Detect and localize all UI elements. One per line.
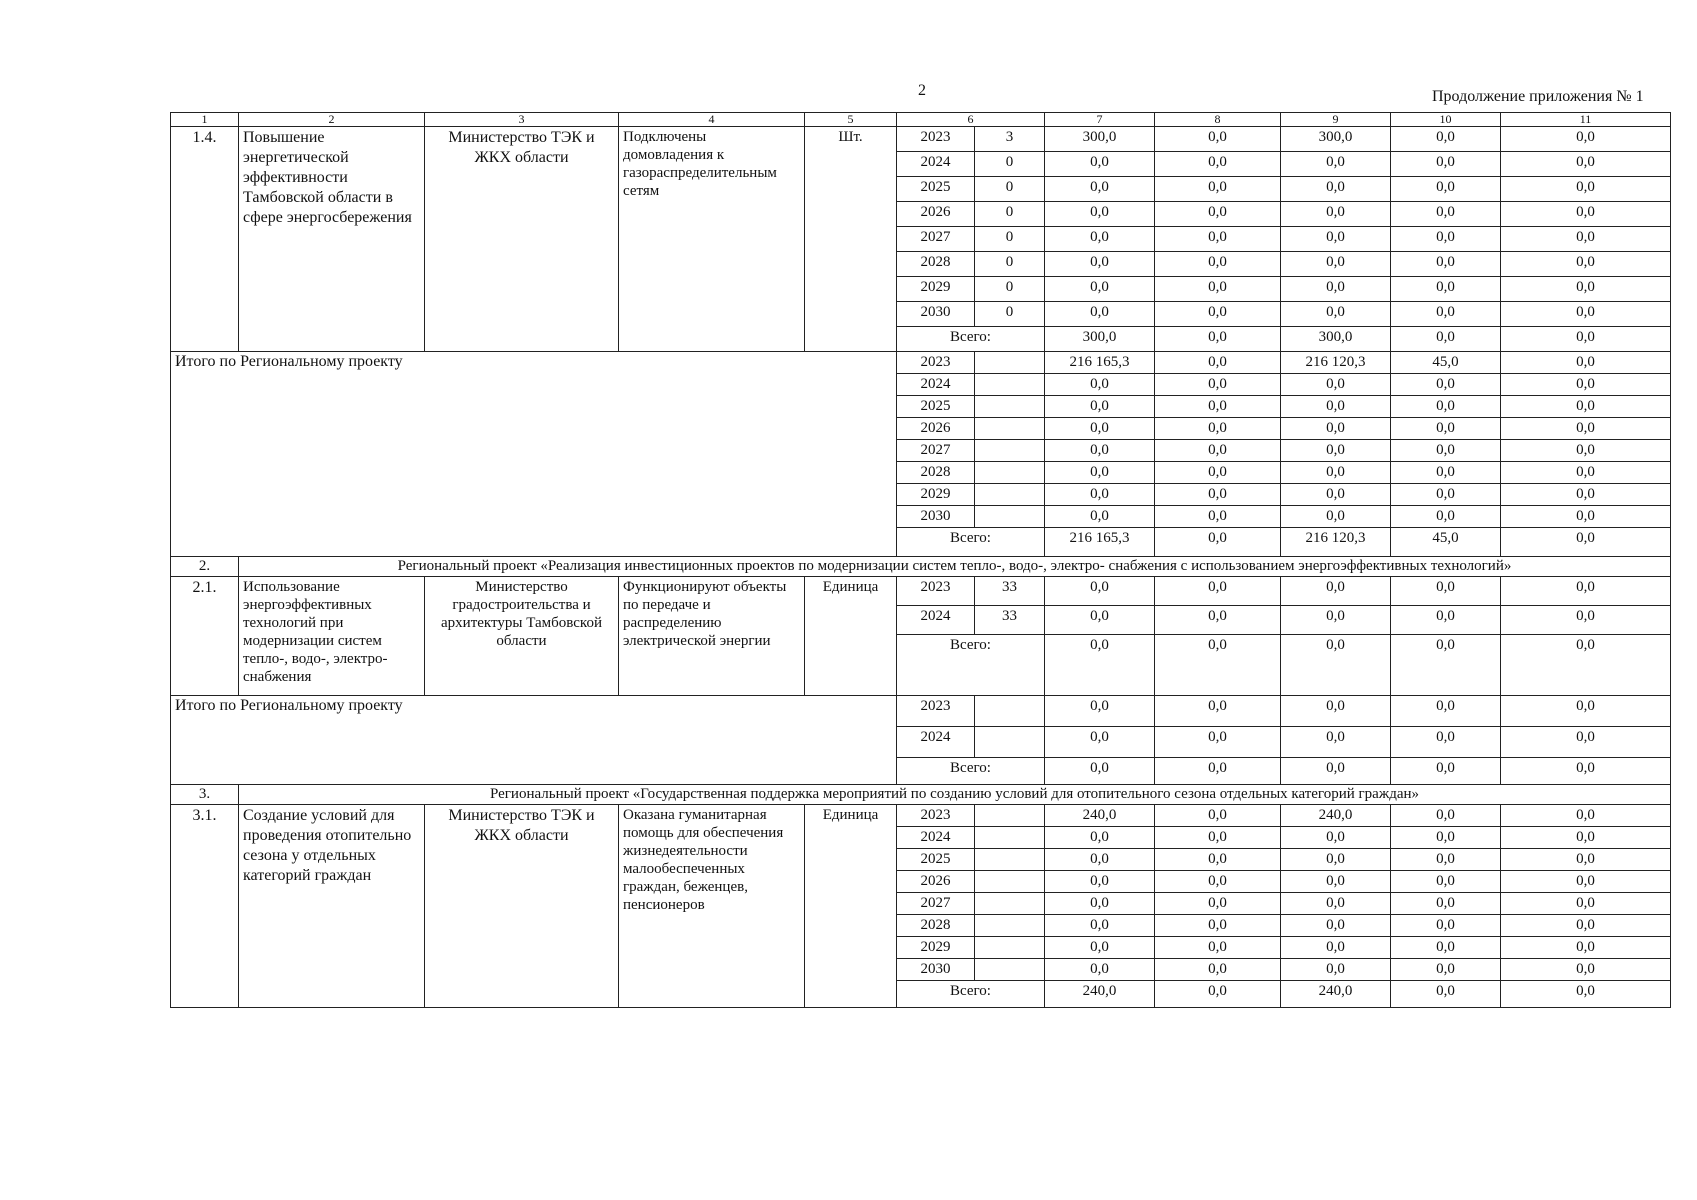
value-cell: 0,0 [1281, 152, 1391, 177]
section-title: Региональный проект «Реализация инвестиционных проектов по модернизации систем тепло-, водо-, электро- снабжения с использованием энергоэффективных технологий» [239, 557, 1671, 577]
section-row [171, 557, 1671, 577]
value-cell: 0,0 [1045, 418, 1155, 440]
value-cell: 0,0 [1281, 871, 1391, 893]
total-label: Всего: [897, 758, 1045, 785]
year-cell: 2026 [897, 871, 975, 893]
year-cell: 2023 [897, 805, 975, 827]
year-cell: 2028 [897, 915, 975, 937]
value-cell: 0,0 [1391, 396, 1501, 418]
value-cell: 0,0 [1155, 277, 1281, 302]
itogo-label: Итого по Региональному проекту [171, 352, 897, 557]
total-value: 0,0 [1501, 635, 1671, 696]
indicator-cell: 33 [975, 577, 1045, 606]
value-cell: 0,0 [1501, 352, 1671, 374]
indicator-cell [975, 915, 1045, 937]
value-cell: 0,0 [1155, 805, 1281, 827]
value-cell: 0,0 [1391, 577, 1501, 606]
value-cell: 0,0 [1045, 177, 1155, 202]
itogo-label: Итого по Региональному проекту [171, 696, 897, 785]
value-cell: 0,0 [1391, 418, 1501, 440]
total-value: 0,0 [1155, 981, 1281, 1008]
year-cell: 2028 [897, 252, 975, 277]
total-value: 240,0 [1281, 981, 1391, 1008]
value-cell: 0,0 [1155, 577, 1281, 606]
total-value: 0,0 [1501, 528, 1671, 557]
value-cell: 0,0 [1155, 506, 1281, 528]
value-cell: 0,0 [1281, 202, 1391, 227]
year-cell: 2030 [897, 302, 975, 327]
indicator-cell: 0 [975, 202, 1045, 227]
value-cell: 0,0 [1045, 252, 1155, 277]
value-cell: 0,0 [1391, 127, 1501, 152]
column-header-6: 6 [897, 113, 1045, 127]
page-number: 2 [918, 82, 926, 99]
year-cell: 2025 [897, 396, 975, 418]
total-value: 45,0 [1391, 528, 1501, 557]
year-cell: 2024 [897, 152, 975, 177]
value-cell: 0,0 [1155, 959, 1281, 981]
value-cell: 0,0 [1045, 849, 1155, 871]
value-cell: 0,0 [1281, 462, 1391, 484]
value-cell: 0,0 [1155, 440, 1281, 462]
value-cell: 0,0 [1155, 893, 1281, 915]
year-cell: 2027 [897, 440, 975, 462]
value-cell: 0,0 [1045, 484, 1155, 506]
value-cell: 240,0 [1045, 805, 1155, 827]
value-cell: 0,0 [1045, 227, 1155, 252]
value-cell: 0,0 [1281, 227, 1391, 252]
section-number: 2. [171, 557, 239, 577]
value-cell: 0,0 [1045, 696, 1155, 727]
value-cell: 0,0 [1281, 849, 1391, 871]
value-cell: 0,0 [1391, 893, 1501, 915]
indicator-cell [975, 484, 1045, 506]
year-cell: 2029 [897, 277, 975, 302]
value-cell: 0,0 [1501, 177, 1671, 202]
value-cell: 240,0 [1281, 805, 1391, 827]
column-header-3: 3 [425, 113, 619, 127]
value-cell: 0,0 [1501, 252, 1671, 277]
indicator-cell [975, 893, 1045, 915]
indicator-cell [975, 696, 1045, 727]
value-cell: 0,0 [1501, 577, 1671, 606]
indicator-cell [975, 396, 1045, 418]
value-cell: 0,0 [1155, 152, 1281, 177]
value-cell: 0,0 [1155, 696, 1281, 727]
value-cell: 0,0 [1391, 252, 1501, 277]
total-value: 300,0 [1045, 327, 1155, 352]
value-cell: 0,0 [1155, 727, 1281, 758]
total-value: 0,0 [1155, 528, 1281, 557]
column-header-4: 4 [619, 113, 805, 127]
value-cell: 0,0 [1281, 577, 1391, 606]
table-row [171, 577, 1671, 606]
value-cell: 0,0 [1045, 440, 1155, 462]
value-cell: 0,0 [1281, 959, 1391, 981]
indicator-cell: 0 [975, 302, 1045, 327]
value-cell: 0,0 [1155, 849, 1281, 871]
column-header-10: 10 [1391, 113, 1501, 127]
value-cell: 0,0 [1501, 462, 1671, 484]
value-cell: 0,0 [1501, 506, 1671, 528]
indicator-cell [975, 727, 1045, 758]
year-cell: 2025 [897, 177, 975, 202]
value-cell: 0,0 [1501, 893, 1671, 915]
value-cell: 0,0 [1281, 252, 1391, 277]
section-number: 3. [171, 785, 239, 805]
table-row [171, 127, 1671, 152]
column-header-9: 9 [1281, 113, 1391, 127]
value-cell: 0,0 [1281, 440, 1391, 462]
value-cell: 0,0 [1391, 277, 1501, 302]
value-cell: 0,0 [1155, 302, 1281, 327]
value-cell: 0,0 [1045, 277, 1155, 302]
year-cell: 2030 [897, 959, 975, 981]
indicator-cell [975, 352, 1045, 374]
value-cell: 0,0 [1045, 727, 1155, 758]
table-row [171, 696, 1671, 727]
value-cell: 0,0 [1045, 606, 1155, 635]
year-cell: 2027 [897, 227, 975, 252]
value-cell: 0,0 [1391, 959, 1501, 981]
value-cell: 0,0 [1391, 827, 1501, 849]
value-cell: 0,0 [1501, 915, 1671, 937]
item-number: 3.1. [171, 805, 239, 1008]
column-header-11: 11 [1501, 113, 1671, 127]
indicator-cell [975, 506, 1045, 528]
value-cell: 0,0 [1155, 127, 1281, 152]
item-result: Функционируют объекты по передаче и распределению электрической энергии [619, 577, 805, 696]
item-name: Использование энергоэффективных технологий при модернизации систем тепло-, водо-, электро- снабжения [239, 577, 425, 696]
indicator-cell: 0 [975, 277, 1045, 302]
value-cell: 0,0 [1501, 827, 1671, 849]
year-cell: 2028 [897, 462, 975, 484]
value-cell: 300,0 [1281, 127, 1391, 152]
value-cell: 0,0 [1281, 277, 1391, 302]
value-cell: 0,0 [1391, 871, 1501, 893]
year-cell: 2029 [897, 937, 975, 959]
value-cell: 0,0 [1391, 696, 1501, 727]
value-cell: 0,0 [1281, 177, 1391, 202]
indicator-cell: 3 [975, 127, 1045, 152]
header-row [171, 113, 1671, 127]
program-table [170, 112, 1671, 1008]
value-cell: 0,0 [1045, 462, 1155, 484]
total-value: 0,0 [1045, 758, 1155, 785]
value-cell: 0,0 [1281, 696, 1391, 727]
value-cell: 0,0 [1045, 915, 1155, 937]
item-number: 2.1. [171, 577, 239, 696]
indicator-cell [975, 959, 1045, 981]
year-cell: 2024 [897, 374, 975, 396]
indicator-cell: 0 [975, 177, 1045, 202]
value-cell: 0,0 [1391, 937, 1501, 959]
value-cell: 0,0 [1155, 374, 1281, 396]
total-value: 0,0 [1045, 635, 1155, 696]
value-cell: 0,0 [1501, 396, 1671, 418]
total-value: 0,0 [1391, 758, 1501, 785]
total-value: 0,0 [1281, 758, 1391, 785]
section-title: Региональный проект «Государственная поддержка мероприятий по созданию условий для отопительного сезона отдельных категорий граждан» [239, 785, 1671, 805]
indicator-cell: 0 [975, 227, 1045, 252]
total-value: 0,0 [1501, 327, 1671, 352]
value-cell: 0,0 [1155, 871, 1281, 893]
year-cell: 2026 [897, 202, 975, 227]
table-body [171, 113, 1671, 1008]
value-cell: 0,0 [1281, 827, 1391, 849]
year-cell: 2030 [897, 506, 975, 528]
total-label: Всего: [897, 327, 1045, 352]
value-cell: 0,0 [1501, 202, 1671, 227]
total-label: Всего: [897, 635, 1045, 696]
year-cell: 2024 [897, 827, 975, 849]
indicator-cell [975, 827, 1045, 849]
value-cell: 0,0 [1501, 805, 1671, 827]
indicator-cell [975, 849, 1045, 871]
value-cell: 0,0 [1281, 937, 1391, 959]
value-cell: 0,0 [1155, 418, 1281, 440]
value-cell: 0,0 [1281, 374, 1391, 396]
total-value: 0,0 [1391, 635, 1501, 696]
total-value: 216 165,3 [1045, 528, 1155, 557]
year-cell: 2023 [897, 577, 975, 606]
column-header-1: 1 [171, 113, 239, 127]
value-cell: 216 120,3 [1281, 352, 1391, 374]
value-cell: 0,0 [1501, 606, 1671, 635]
total-value: 0,0 [1155, 758, 1281, 785]
item-executor: Министерство градостроительства и архитектуры Тамбовской области [425, 577, 619, 696]
year-cell: 2024 [897, 606, 975, 635]
value-cell: 0,0 [1281, 418, 1391, 440]
total-value: 0,0 [1391, 327, 1501, 352]
value-cell: 0,0 [1391, 506, 1501, 528]
value-cell: 0,0 [1155, 484, 1281, 506]
column-header-8: 8 [1155, 113, 1281, 127]
table-row [171, 805, 1671, 827]
indicator-cell [975, 937, 1045, 959]
value-cell: 0,0 [1281, 915, 1391, 937]
total-value: 216 120,3 [1281, 528, 1391, 557]
value-cell: 0,0 [1281, 606, 1391, 635]
value-cell: 0,0 [1045, 893, 1155, 915]
item-unit: Единица [805, 805, 897, 1008]
value-cell: 0,0 [1045, 302, 1155, 327]
total-label: Всего: [897, 981, 1045, 1008]
value-cell: 300,0 [1045, 127, 1155, 152]
value-cell: 0,0 [1045, 577, 1155, 606]
item-executor: Министерство ТЭК и ЖКХ области [425, 805, 619, 1008]
section-row [171, 785, 1671, 805]
value-cell: 0,0 [1155, 396, 1281, 418]
total-value: 240,0 [1045, 981, 1155, 1008]
item-executor: Министерство ТЭК и ЖКХ области [425, 127, 619, 352]
value-cell: 0,0 [1501, 484, 1671, 506]
column-header-7: 7 [1045, 113, 1155, 127]
value-cell: 0,0 [1391, 302, 1501, 327]
value-cell: 0,0 [1501, 727, 1671, 758]
value-cell: 0,0 [1391, 462, 1501, 484]
item-unit: Шт. [805, 127, 897, 352]
indicator-cell [975, 462, 1045, 484]
value-cell: 0,0 [1391, 849, 1501, 871]
value-cell: 0,0 [1391, 202, 1501, 227]
value-cell: 0,0 [1155, 606, 1281, 635]
total-value: 0,0 [1501, 758, 1671, 785]
total-value: 0,0 [1155, 635, 1281, 696]
value-cell: 0,0 [1391, 152, 1501, 177]
value-cell: 0,0 [1045, 959, 1155, 981]
value-cell: 0,0 [1045, 374, 1155, 396]
value-cell: 0,0 [1501, 152, 1671, 177]
indicator-cell: 33 [975, 606, 1045, 635]
value-cell: 0,0 [1391, 606, 1501, 635]
value-cell: 0,0 [1281, 506, 1391, 528]
value-cell: 0,0 [1045, 937, 1155, 959]
value-cell: 0,0 [1045, 827, 1155, 849]
value-cell: 0,0 [1155, 252, 1281, 277]
table-row [171, 352, 1671, 374]
item-name: Повышение энергетической эффективности Тамбовской области в сфере энергосбережения [239, 127, 425, 352]
year-cell: 2023 [897, 127, 975, 152]
total-value: 300,0 [1281, 327, 1391, 352]
value-cell: 0,0 [1391, 805, 1501, 827]
total-label: Всего: [897, 528, 1045, 557]
indicator-cell: 0 [975, 252, 1045, 277]
value-cell: 0,0 [1391, 727, 1501, 758]
value-cell: 0,0 [1281, 893, 1391, 915]
column-header-5: 5 [805, 113, 897, 127]
value-cell: 0,0 [1045, 871, 1155, 893]
value-cell: 0,0 [1155, 352, 1281, 374]
year-cell: 2024 [897, 727, 975, 758]
value-cell: 0,0 [1501, 849, 1671, 871]
indicator-cell [975, 374, 1045, 396]
value-cell: 0,0 [1155, 937, 1281, 959]
value-cell: 0,0 [1501, 959, 1671, 981]
value-cell: 0,0 [1391, 915, 1501, 937]
value-cell: 0,0 [1501, 302, 1671, 327]
value-cell: 0,0 [1155, 915, 1281, 937]
value-cell: 0,0 [1501, 227, 1671, 252]
value-cell: 0,0 [1155, 462, 1281, 484]
value-cell: 0,0 [1045, 152, 1155, 177]
year-cell: 2027 [897, 893, 975, 915]
value-cell: 45,0 [1391, 352, 1501, 374]
value-cell: 0,0 [1045, 202, 1155, 227]
total-value: 0,0 [1391, 981, 1501, 1008]
value-cell: 0,0 [1281, 484, 1391, 506]
indicator-cell [975, 440, 1045, 462]
value-cell: 0,0 [1501, 871, 1671, 893]
value-cell: 0,0 [1501, 127, 1671, 152]
indicator-cell: 0 [975, 152, 1045, 177]
total-value: 0,0 [1155, 327, 1281, 352]
value-cell: 0,0 [1155, 827, 1281, 849]
total-value: 0,0 [1281, 635, 1391, 696]
item-result: Подключены домовладения к газораспределительным сетям [619, 127, 805, 352]
value-cell: 0,0 [1391, 374, 1501, 396]
value-cell: 0,0 [1045, 506, 1155, 528]
value-cell: 0,0 [1155, 177, 1281, 202]
year-cell: 2023 [897, 352, 975, 374]
item-result: Оказана гуманитарная помощь для обеспечения жизнедеятельности малообеспеченных граждан, беженцев, пенсионеров [619, 805, 805, 1008]
value-cell: 216 165,3 [1045, 352, 1155, 374]
total-value: 0,0 [1501, 981, 1671, 1008]
item-number: 1.4. [171, 127, 239, 352]
year-cell: 2023 [897, 696, 975, 727]
item-name: Создание условий для проведения отопительно сезона у отдельных категорий граждан [239, 805, 425, 1008]
value-cell: 0,0 [1281, 302, 1391, 327]
value-cell: 0,0 [1501, 374, 1671, 396]
value-cell: 0,0 [1391, 440, 1501, 462]
value-cell: 0,0 [1155, 202, 1281, 227]
year-cell: 2025 [897, 849, 975, 871]
indicator-cell [975, 871, 1045, 893]
value-cell: 0,0 [1501, 696, 1671, 727]
value-cell: 0,0 [1281, 727, 1391, 758]
value-cell: 0,0 [1501, 440, 1671, 462]
value-cell: 0,0 [1391, 177, 1501, 202]
value-cell: 0,0 [1045, 396, 1155, 418]
continuation-label: Продолжение приложения № 1 [1432, 88, 1644, 105]
value-cell: 0,0 [1281, 396, 1391, 418]
indicator-cell [975, 805, 1045, 827]
value-cell: 0,0 [1501, 277, 1671, 302]
value-cell: 0,0 [1501, 937, 1671, 959]
column-header-2: 2 [239, 113, 425, 127]
value-cell: 0,0 [1391, 484, 1501, 506]
year-cell: 2026 [897, 418, 975, 440]
indicator-cell [975, 418, 1045, 440]
value-cell: 0,0 [1155, 227, 1281, 252]
value-cell: 0,0 [1501, 418, 1671, 440]
value-cell: 0,0 [1391, 227, 1501, 252]
year-cell: 2029 [897, 484, 975, 506]
item-unit: Единица [805, 577, 897, 696]
